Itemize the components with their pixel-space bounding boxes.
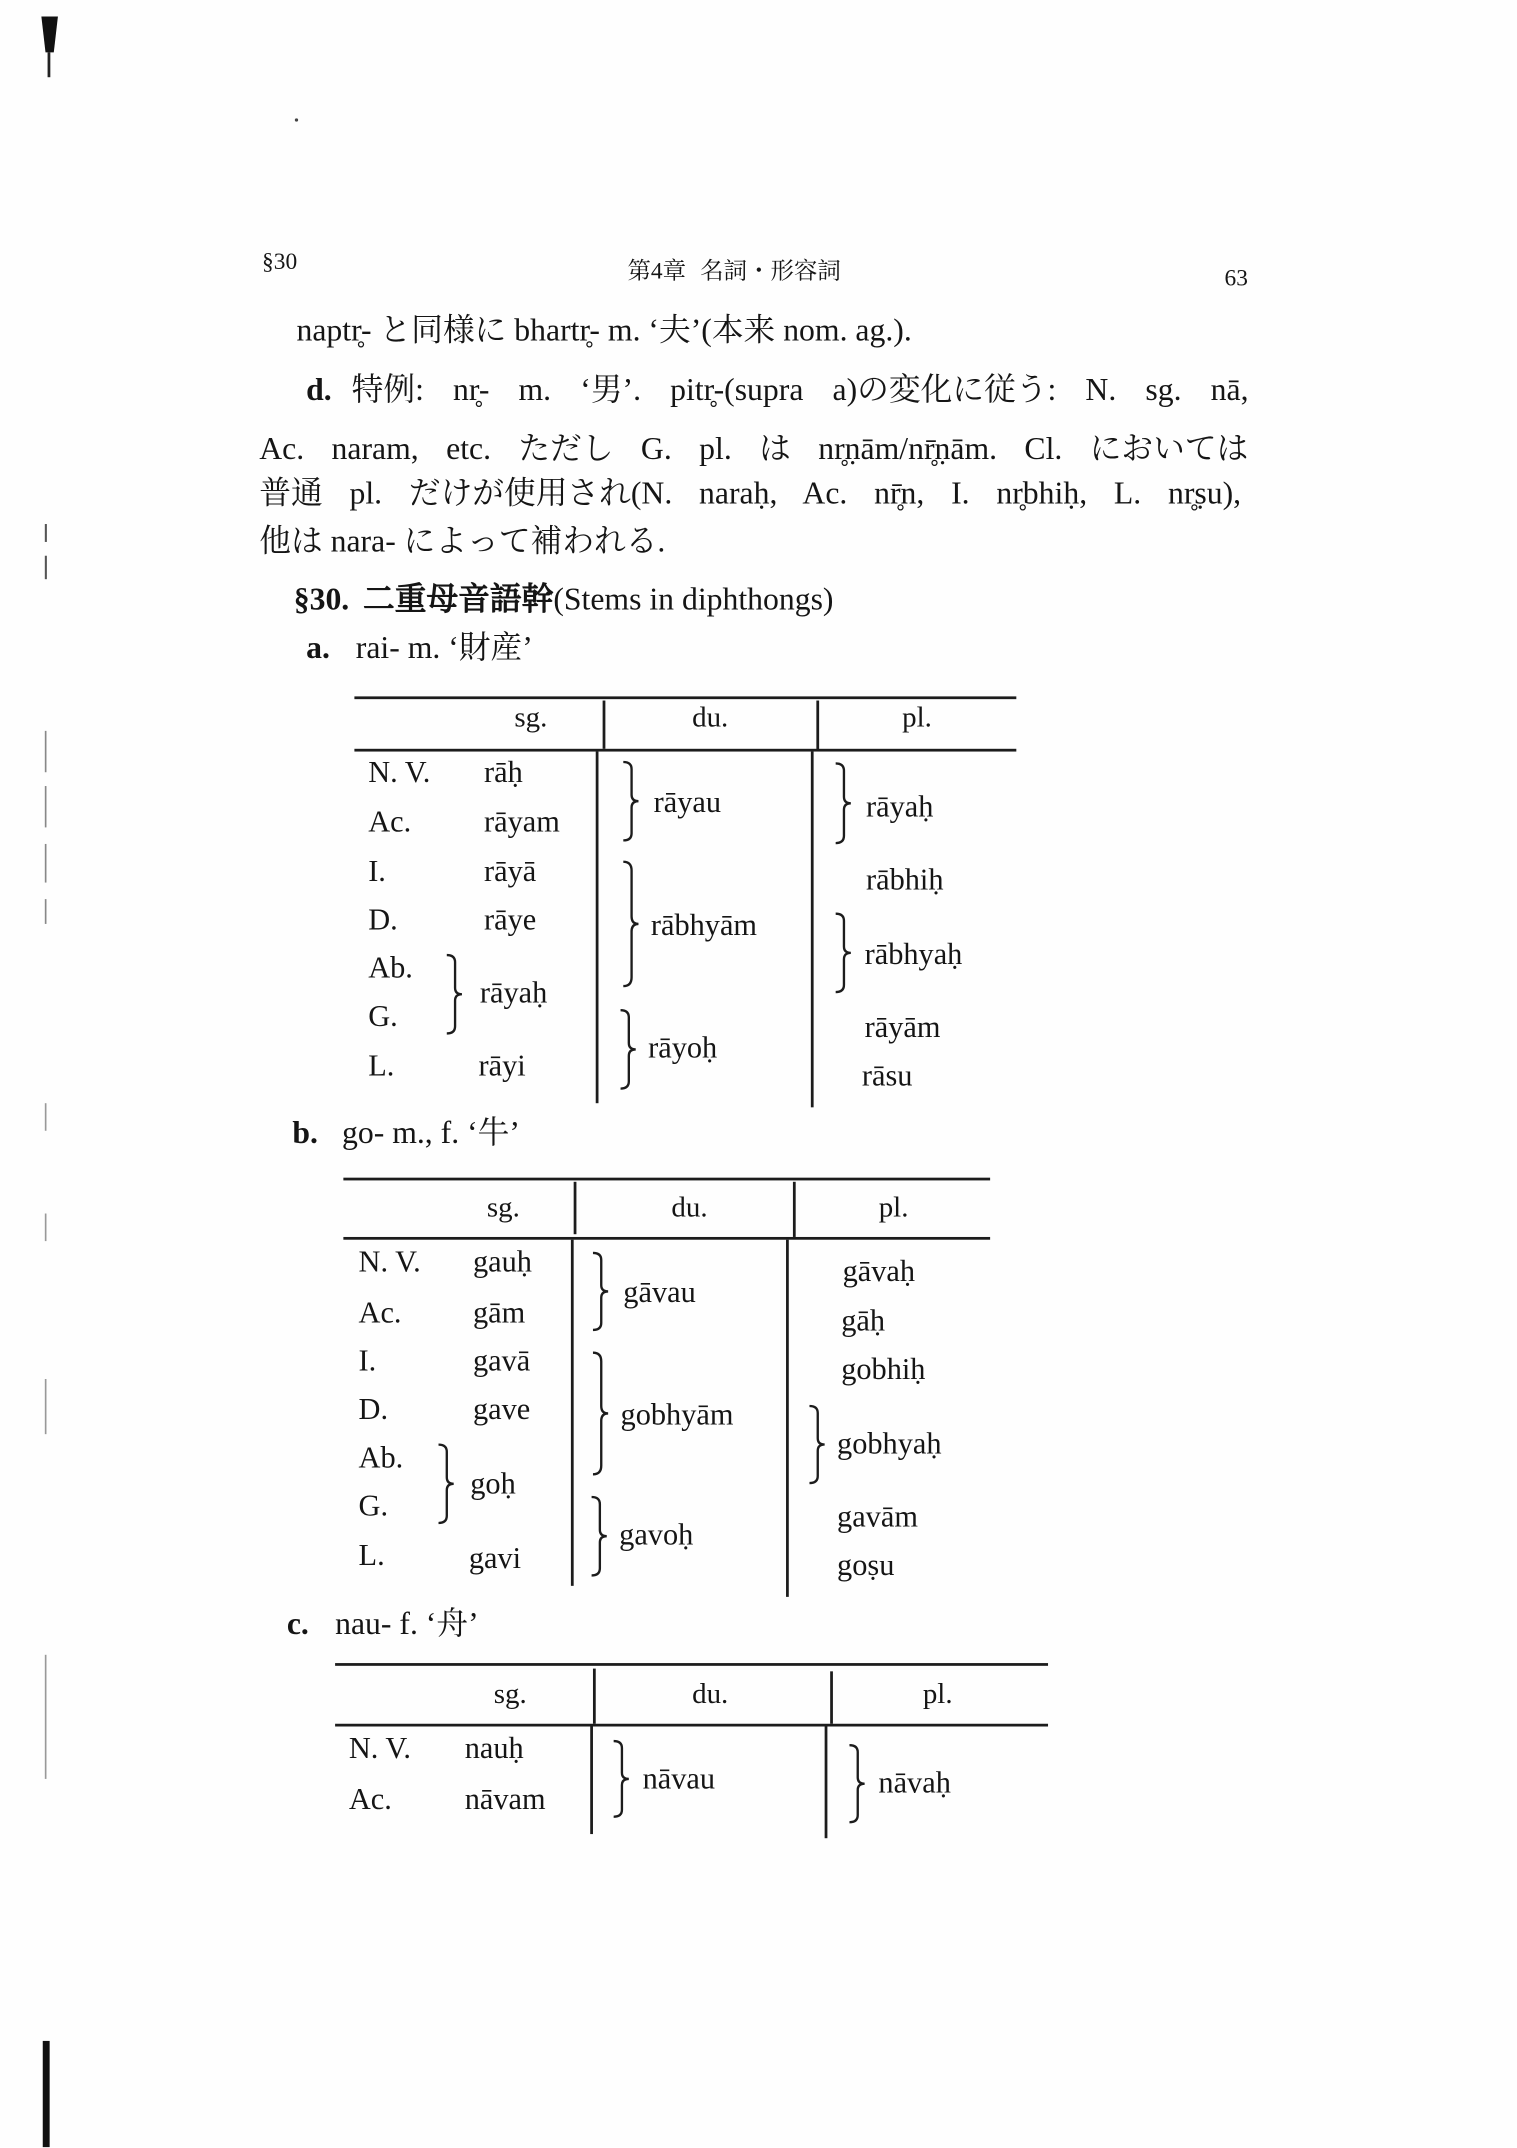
- brace: [621, 860, 640, 987]
- subsection-heading: rai- m. ‘財産’: [355, 630, 533, 665]
- singular-form: rāye: [484, 901, 537, 937]
- case-label: N. V.: [368, 754, 431, 789]
- scan-mark: [45, 556, 47, 579]
- brace: [807, 1405, 826, 1484]
- column-header-pl: pl.: [902, 700, 932, 734]
- subsection-label: b.: [292, 1115, 318, 1151]
- plural-form: gavām: [837, 1498, 918, 1534]
- case-label: Ab.: [358, 1439, 404, 1475]
- plural-form: rābhyaḥ: [864, 936, 963, 971]
- plural-form: rāyaḥ: [866, 788, 934, 824]
- singular-form: rāḥ: [484, 754, 523, 789]
- column-header-du: du.: [692, 1676, 729, 1710]
- dual-form: rāyau: [653, 784, 722, 820]
- case-label: Ac.: [348, 1781, 392, 1817]
- brace: [590, 1351, 609, 1475]
- section-title-en: (Stems in diphthongs): [553, 581, 834, 617]
- scan-mark: [45, 844, 47, 883]
- body-line: 普通 pl. だけが使用され(N. naraḥ, Ac. nr̥̄n, I. nr̥bhiḥ, L. nr̥ṣu),: [259, 475, 1242, 511]
- singular-form: rāyaḥ: [479, 974, 548, 1010]
- column-divider: [571, 1240, 573, 1586]
- brace: [833, 913, 852, 993]
- brace: [618, 1009, 637, 1089]
- body-line: Ac. naram, etc. ただし G. pl. は nr̥ṇām/nr̥̄ṇām. Cl. においては: [259, 431, 1249, 467]
- plural-form: rāsu: [861, 1057, 913, 1093]
- table-header-rule: [354, 749, 1016, 751]
- subsection-label: a.: [306, 630, 330, 665]
- plural-form: gāḥ: [841, 1303, 885, 1338]
- column-divider: [825, 1727, 827, 1839]
- singular-form: nāvam: [464, 1781, 546, 1817]
- singular-form: gauḥ: [472, 1243, 532, 1279]
- column-header-pl: pl.: [878, 1190, 909, 1224]
- scan-mark: [43, 2041, 50, 2147]
- case-label: N. V.: [358, 1243, 421, 1279]
- column-divider: [603, 701, 605, 749]
- scan-mark: [295, 118, 298, 121]
- column-header-sg: sg.: [514, 700, 548, 734]
- item-label-d: d.: [306, 372, 332, 407]
- column-divider: [811, 752, 813, 1108]
- case-label: D.: [368, 901, 398, 937]
- table-header-rule: [335, 1724, 1048, 1726]
- singular-form: rāyi: [478, 1048, 526, 1083]
- column-header-du: du.: [692, 700, 729, 734]
- column-divider: [596, 752, 598, 1104]
- brace: [833, 763, 852, 844]
- scan-mark: [45, 524, 47, 542]
- column-divider: [786, 1240, 788, 1597]
- case-label: I.: [368, 853, 386, 889]
- column-header-du: du.: [671, 1190, 708, 1224]
- case-label: L.: [368, 1048, 395, 1083]
- case-label: L.: [358, 1537, 385, 1573]
- scan-mark: [48, 52, 51, 77]
- dual-form: rābhyām: [650, 907, 758, 942]
- plural-form: goṣu: [837, 1547, 895, 1582]
- case-label: Ac.: [368, 803, 412, 839]
- scan-mark: [45, 731, 47, 772]
- plural-form: rābhiḥ: [866, 861, 944, 897]
- dual-form: rāyoḥ: [648, 1030, 718, 1065]
- column-divider: [590, 1727, 592, 1835]
- brace: [589, 1496, 608, 1576]
- section-heading: [294, 579, 834, 620]
- brace: [611, 1740, 630, 1817]
- singular-form: gavā: [472, 1343, 531, 1378]
- plural-form: gobhiḥ: [841, 1351, 926, 1386]
- table-top-rule: [335, 1663, 1048, 1666]
- singular-form: gave: [472, 1391, 531, 1426]
- plural-form: gobhyaḥ: [837, 1425, 942, 1461]
- scan-mark: [45, 1655, 47, 1779]
- scan-mark: [45, 786, 47, 827]
- body-line: naptr̥- と同様に bhartr̥- m. ‘夫’(本来 nom. ag.).: [296, 313, 912, 348]
- brace: [847, 1744, 866, 1823]
- brace: [444, 954, 463, 1034]
- dual-form: gāvau: [623, 1274, 696, 1309]
- brace: [590, 1252, 609, 1331]
- case-label: D.: [358, 1391, 389, 1426]
- table-top-rule: [343, 1178, 990, 1181]
- section-number: §30.: [293, 581, 350, 617]
- scan-mark: [45, 1214, 47, 1242]
- singular-form: nauḥ: [464, 1730, 524, 1766]
- brace: [621, 761, 640, 841]
- subsection-label: c.: [286, 1606, 309, 1642]
- subsection-heading: nau- f. ‘舟’: [335, 1606, 479, 1642]
- body-line: 他は nara- によって補われる.: [259, 524, 666, 559]
- singular-form: gām: [472, 1294, 526, 1330]
- scan-mark: [45, 1379, 47, 1434]
- scan-mark: [41, 17, 58, 53]
- running-header-chapter: 第4章 名詞・形容詞: [627, 257, 841, 285]
- plural-form: rāyām: [864, 1009, 941, 1044]
- scan-mark: [45, 1103, 47, 1131]
- case-label: Ac.: [358, 1294, 402, 1330]
- scan-mark: [45, 899, 47, 924]
- column-divider: [574, 1182, 576, 1234]
- section-title-ja: 二重母音語幹: [363, 581, 554, 617]
- plural-form: gāvaḥ: [842, 1253, 916, 1288]
- dual-form: gavoḥ: [619, 1516, 694, 1552]
- running-header-section: §30: [262, 248, 298, 275]
- column-divider: [593, 1669, 595, 1724]
- column-header-sg: sg.: [493, 1676, 527, 1710]
- page-number: 63: [1224, 264, 1248, 291]
- column-divider: [793, 1182, 795, 1237]
- column-divider: [830, 1671, 832, 1723]
- table-header-rule: [343, 1237, 990, 1239]
- case-label: N. V.: [348, 1730, 412, 1766]
- dual-form: gobhyām: [620, 1396, 734, 1432]
- singular-form: gavi: [468, 1540, 522, 1575]
- singular-form: rāyā: [484, 853, 537, 889]
- singular-form: goḥ: [470, 1465, 516, 1501]
- case-label: I.: [358, 1343, 377, 1378]
- dual-form: nāvau: [642, 1760, 716, 1796]
- case-label: G.: [358, 1487, 389, 1523]
- column-divider: [816, 701, 818, 751]
- case-label: Ab.: [368, 950, 413, 985]
- plural-form: nāvaḥ: [878, 1765, 951, 1800]
- column-header-pl: pl.: [922, 1676, 953, 1710]
- subsection-heading: go- m., f. ‘牛’: [341, 1115, 520, 1151]
- case-label: G.: [368, 998, 398, 1033]
- column-header-sg: sg.: [486, 1190, 520, 1224]
- body-line: 特例: nr̥- m. ‘男’. pitr̥-(supra a)の変化に従う: N. sg. nā,: [351, 372, 1249, 407]
- brace: [436, 1444, 455, 1524]
- singular-form: rāyam: [484, 803, 560, 839]
